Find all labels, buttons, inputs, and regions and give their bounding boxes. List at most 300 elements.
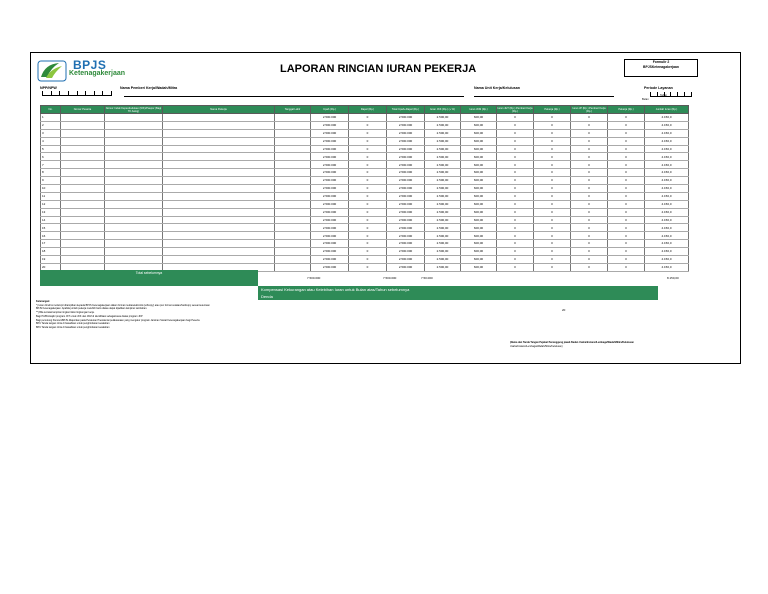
cell-upah: 2.500.000: [311, 263, 349, 271]
cell-jkm: 600,00: [461, 169, 497, 177]
notes-line: *) Iuran dimohon terlampir ditampilkan kepada BPJS Ketenagakerjaan dalam format media/elektronik (softcopy) atau pun format cetakan/hardcopy sesuai ketentuan: [36, 303, 210, 307]
cell-jp-pk: 0: [571, 263, 608, 271]
cell-jp-p: 0: [608, 192, 645, 200]
cell-no: 11: [41, 192, 61, 200]
cell-jumlah: 4.150,0: [645, 129, 689, 137]
cell-jht-pk: 0: [497, 240, 534, 248]
cell-jht-p: 0: [534, 145, 571, 153]
cell-nama: [163, 121, 275, 129]
cell-jkm: 600,00: [461, 137, 497, 145]
cell-nik: [105, 153, 163, 161]
cell-jht-p: 0: [534, 169, 571, 177]
cell-upah: 2.500.000: [311, 240, 349, 248]
cell-jp-pk: 0: [571, 185, 608, 193]
cell-nama: [163, 114, 275, 122]
cell-no: 14: [41, 216, 61, 224]
col-header: No.: [41, 106, 61, 114]
cell-nama: [163, 240, 275, 248]
cell-jp-p: 0: [608, 263, 645, 271]
cell-total: 2.500.000: [387, 121, 425, 129]
cell-nomor: [61, 256, 105, 264]
cell-rapel: 0: [349, 121, 387, 129]
notes-line: Bagi pemotong Pensiun/BPJS dilaporkan pada Peraturan Presidentai pelaksanaan yang mengatur program Jaminan Sosial Ketenagakerjaan bagi Peserta: [36, 318, 200, 322]
cell-jht-p: 0: [534, 177, 571, 185]
cell-nomor: [61, 208, 105, 216]
col-header: Tanggal Lahir: [275, 106, 311, 114]
cell-jht-pk: 0: [497, 114, 534, 122]
form-agency: BPJSKetenagakerjaan: [643, 65, 679, 69]
cell-jht-pk: 0: [497, 121, 534, 129]
cell-upah: 2.500.000: [311, 248, 349, 256]
col-header: Rapel (Rp.): [349, 106, 387, 114]
cell-no: 19: [41, 256, 61, 264]
cell-jht-p: 0: [534, 263, 571, 271]
cell-nik: [105, 114, 163, 122]
table-row: [41, 129, 689, 137]
cell-jkm: 600,00: [461, 153, 497, 161]
cell-jkm: 600,00: [461, 114, 497, 122]
form-number: Formulir 2: [652, 60, 670, 64]
cell-tgl: [275, 177, 311, 185]
notes-line: BPU Tanda tangan mitra di bawahkan untuk penghindaran kesalahan: [36, 325, 110, 329]
cell-rapel: 0: [349, 263, 387, 271]
cell-jkk: 2.500,00: [425, 232, 461, 240]
denda-label: Denda: [261, 294, 273, 299]
col-header: Nama Pekerja: [163, 106, 275, 114]
cell-tgl: [275, 216, 311, 224]
cell-nama: [163, 169, 275, 177]
cell-jkk: 2.500,00: [425, 224, 461, 232]
cell-jp-pk: 0: [571, 153, 608, 161]
cell-jp-pk: 0: [571, 208, 608, 216]
cell-jht-p: 0: [534, 216, 571, 224]
cell-jkm: 600,00: [461, 121, 497, 129]
cell-jp-p: 0: [608, 169, 645, 177]
cell-jp-p: 0: [608, 145, 645, 153]
cell-nomor: [61, 114, 105, 122]
cell-jht-pk: 0: [497, 200, 534, 208]
cell-jp-pk: 0: [571, 256, 608, 264]
cell-jumlah: 4.150,0: [645, 208, 689, 216]
cell-nik: [105, 137, 163, 145]
cell-jp-p: 0: [608, 248, 645, 256]
col-header: Upah (Rp.): [311, 106, 349, 114]
cell-upah: 2.500.000: [311, 256, 349, 264]
col-header: Iuran JHT (Rp.) Pemberi Kerja (Rp.): [497, 106, 533, 113]
cell-jkk: 2.500,00: [425, 263, 461, 271]
cell-tgl: [275, 224, 311, 232]
cell-tgl: [275, 129, 311, 137]
table-row: [41, 137, 689, 145]
cell-nomor: [61, 240, 105, 248]
cell-no: 13: [41, 208, 61, 216]
cell-upah: 2.500.000: [311, 232, 349, 240]
cell-upah: 2.500.000: [311, 161, 349, 169]
cell-jkm: 600,00: [461, 208, 497, 216]
cell-jht-pk: 0: [497, 177, 534, 185]
unit-name-input[interactable]: [474, 96, 614, 97]
cell-total: 2.500.000: [387, 192, 425, 200]
table-row: [41, 161, 689, 169]
cell-jkk: 2.500,00: [425, 153, 461, 161]
table-row: [41, 200, 689, 208]
table-row: [41, 177, 689, 185]
cell-jp-pk: 0: [571, 224, 608, 232]
table-row: [41, 256, 689, 264]
contribution-table: [40, 105, 689, 272]
cell-upah: 2.500.000: [311, 185, 349, 193]
cell-total: 2.500.000: [387, 177, 425, 185]
form-number-box: [624, 59, 698, 77]
cell-tgl: [275, 263, 311, 271]
cell-jumlah: 4.150,0: [645, 232, 689, 240]
cell-jht-pk: 0: [497, 129, 534, 137]
cell-nomor: [61, 200, 105, 208]
cell-nomor: [61, 185, 105, 193]
cell-jumlah: 4.150,0: [645, 145, 689, 153]
employer-name-label: Nama Pemberi Kerja/Wadah/Mitra: [120, 86, 178, 90]
col-header: Pekerja (Rp.): [608, 106, 645, 114]
cell-no: 12: [41, 200, 61, 208]
cell-nomor: [61, 192, 105, 200]
cell-nik: [105, 208, 163, 216]
cell-tgl: [275, 240, 311, 248]
cell-tgl: [275, 185, 311, 193]
table-header-row: [41, 106, 689, 114]
period-year-label: Tahun: [660, 94, 668, 97]
cell-jp-pk: 0: [571, 121, 608, 129]
compensation-label: Kompensasi Kekurangan atau Kelebihan Iuran untuk Bulan atas/Tahun sebelumnya: [261, 287, 410, 292]
cell-nomor: [61, 248, 105, 256]
cell-nama: [163, 145, 275, 153]
cell-jht-p: 0: [534, 192, 571, 200]
cell-jp-p: 0: [608, 232, 645, 240]
cell-jp-pk: 0: [571, 216, 608, 224]
cell-jkm: 600,00: [461, 129, 497, 137]
cell-rapel: 0: [349, 129, 387, 137]
cell-rapel: 0: [349, 208, 387, 216]
cell-nik: [105, 200, 163, 208]
cell-jkm: 600,00: [461, 240, 497, 248]
cell-tgl: [275, 153, 311, 161]
table-row: [41, 224, 689, 232]
cell-total: 2.500.000: [387, 114, 425, 122]
total-previous-bar: [40, 270, 258, 286]
cell-jht-pk: 0: [497, 145, 534, 153]
cell-jkk: 2.500,00: [425, 256, 461, 264]
col-header: Jumlah Iuran (Rp.): [645, 106, 689, 114]
cell-tgl: [275, 248, 311, 256]
cell-jp-pk: 0: [571, 129, 608, 137]
cell-nomor: [61, 161, 105, 169]
cell-tgl: [275, 208, 311, 216]
cell-no: 18: [41, 248, 61, 256]
cell-jumlah: 4.150,0: [645, 248, 689, 256]
cell-nama: [163, 137, 275, 145]
table-row: [41, 232, 689, 240]
cell-tgl: [275, 200, 311, 208]
cell-tgl: [275, 114, 311, 122]
cell-jht-p: 0: [534, 256, 571, 264]
cell-no: 17: [41, 240, 61, 248]
cell-upah: 2.500.000: [311, 114, 349, 122]
cell-jht-p: 0: [534, 232, 571, 240]
employer-name-input[interactable]: [124, 96, 464, 97]
cell-nama: [163, 129, 275, 137]
cell-nama: [163, 185, 275, 193]
cell-jkk: 2.500,00: [425, 129, 461, 137]
cell-jp-pk: 0: [571, 192, 608, 200]
cell-tgl: [275, 161, 311, 169]
notes-block: [36, 300, 496, 330]
total-upah-rapel: 7.500.000: [383, 276, 397, 280]
signature-date: 20: [562, 308, 566, 312]
cell-rapel: 0: [349, 137, 387, 145]
cell-total: 2.500.000: [387, 208, 425, 216]
table-row: [41, 192, 689, 200]
table-row: [41, 185, 689, 193]
cell-upah: 2.500.000: [311, 145, 349, 153]
cell-jumlah: 4.150,0: [645, 121, 689, 129]
cell-jht-pk: 0: [497, 263, 534, 271]
cell-jumlah: 4.150,0: [645, 200, 689, 208]
cell-jht-pk: 0: [497, 161, 534, 169]
cell-jumlah: 4.150,0: [645, 263, 689, 271]
cell-jumlah: 4.150,0: [645, 177, 689, 185]
table-body: [41, 114, 689, 272]
cell-jp-p: 0: [608, 137, 645, 145]
cell-jumlah: 4.150,0: [645, 240, 689, 248]
cell-jumlah: 4.150,0: [645, 153, 689, 161]
cell-nik: [105, 185, 163, 193]
cell-jkk: 2.500,00: [425, 208, 461, 216]
cell-total: 2.500.000: [387, 216, 425, 224]
cell-nama: [163, 248, 275, 256]
cell-jht-p: 0: [534, 240, 571, 248]
col-header: Pekerja (Rp.): [534, 106, 571, 114]
cell-no: 3: [41, 129, 61, 137]
cell-jkk: 2.500,00: [425, 137, 461, 145]
cell-jp-p: 0: [608, 200, 645, 208]
cell-jkm: 600,00: [461, 200, 497, 208]
cell-jkk: 2.500,00: [425, 248, 461, 256]
cell-tgl: [275, 137, 311, 145]
cell-nik: [105, 248, 163, 256]
cell-nik: [105, 121, 163, 129]
cell-nomor: [61, 145, 105, 153]
cell-rapel: 0: [349, 248, 387, 256]
cell-jht-p: 0: [534, 161, 571, 169]
total-jkk: 7.50.000: [421, 276, 433, 280]
cell-rapel: 0: [349, 232, 387, 240]
cell-jht-pk: 0: [497, 224, 534, 232]
cell-jp-p: 0: [608, 256, 645, 264]
cell-jht-p: 0: [534, 208, 571, 216]
cell-nik: [105, 129, 163, 137]
col-header: Total Upah+Rapel (Rp.): [387, 106, 425, 114]
cell-no: 6: [41, 153, 61, 161]
cell-nik: [105, 240, 163, 248]
period-month-label: Bulan: [642, 98, 649, 101]
cell-nomor: [61, 129, 105, 137]
cell-nik: [105, 161, 163, 169]
table-row: [41, 114, 689, 122]
cell-upah: 2.500.000: [311, 208, 349, 216]
notes-line: BPU Tanda tangan mitra di bawahkan untuk penghindaran kesalahan: [36, 322, 110, 326]
cell-nama: [163, 224, 275, 232]
signature-label: (Nama dan Tanda Tangan Pejabat Penanggung jawab Badan Usaha/Instansi/Lembaga/Wadah/Mitra/Kelulusan: [510, 341, 634, 344]
cell-no: 7: [41, 161, 61, 169]
cell-jkm: 600,00: [461, 192, 497, 200]
npp-input[interactable]: [42, 91, 112, 96]
cell-total: 2.500.000: [387, 248, 425, 256]
cell-nama: [163, 177, 275, 185]
cell-jp-pk: 0: [571, 177, 608, 185]
cell-nik: [105, 216, 163, 224]
cell-total: 2.500.000: [387, 185, 425, 193]
table-row: [41, 208, 689, 216]
cell-jumlah: 4.150,0: [645, 224, 689, 232]
cell-jkk: 2.500,00: [425, 200, 461, 208]
cell-jht-pk: 0: [497, 232, 534, 240]
cell-jht-p: 0: [534, 137, 571, 145]
cell-upah: 2.500.000: [311, 129, 349, 137]
cell-jkk: 2.500,00: [425, 161, 461, 169]
cell-jht-pk: 0: [497, 256, 534, 264]
cell-nomor: [61, 216, 105, 224]
table-row: [41, 169, 689, 177]
cell-jp-p: 0: [608, 129, 645, 137]
cell-upah: 2.500.000: [311, 169, 349, 177]
cell-jumlah: 4.150,0: [645, 169, 689, 177]
period-input[interactable]: [650, 92, 692, 97]
table-row: [41, 121, 689, 129]
col-header: Iuran JKM (Rp.): [461, 106, 497, 114]
cell-rapel: 0: [349, 153, 387, 161]
bpjs-logo: [37, 60, 137, 82]
cell-jp-pk: 0: [571, 161, 608, 169]
cell-no: 5: [41, 145, 61, 153]
cell-upah: 2.500.000: [311, 153, 349, 161]
cell-upah: 2.500.000: [311, 137, 349, 145]
cell-no: 20: [41, 263, 61, 271]
cell-no: 10: [41, 185, 61, 193]
cell-jp-p: 0: [608, 224, 645, 232]
cell-no: 8: [41, 169, 61, 177]
cell-nik: [105, 177, 163, 185]
cell-jumlah: 4.150,0: [645, 114, 689, 122]
cell-nomor: [61, 121, 105, 129]
notes-line: **) Bila tercatat lampiran tingkat risiko lingkungan kerja.: [36, 311, 95, 315]
col-header: Iuran JKK (Rp.) (+ %): [425, 106, 461, 114]
cell-jkk: 2.500,00: [425, 192, 461, 200]
cell-nama: [163, 216, 275, 224]
cell-total: 2.500.000: [387, 240, 425, 248]
cell-nik: [105, 192, 163, 200]
cell-rapel: 0: [349, 256, 387, 264]
cell-jht-pk: 0: [497, 153, 534, 161]
cell-nik: [105, 232, 163, 240]
cell-upah: 2.500.000: [311, 192, 349, 200]
cell-total: 2.500.000: [387, 129, 425, 137]
cell-jht-pk: 0: [497, 185, 534, 193]
cell-rapel: 0: [349, 192, 387, 200]
notes-line: Keterangan:: [36, 300, 50, 303]
page-title: LAPORAN RINCIAN IURAN PEKERJA: [280, 63, 477, 75]
cell-jkm: 600,00: [461, 185, 497, 193]
cell-no: 9: [41, 177, 61, 185]
cell-nomor: [61, 232, 105, 240]
col-header: Iuran JP (Rp.) Pemberi Kerja (Rp.): [572, 106, 606, 113]
cell-jht-pk: 0: [497, 248, 534, 256]
brand-name: BPJS: [73, 58, 107, 72]
period-label: Periode Layanan: [644, 86, 673, 90]
cell-total: 2.500.000: [387, 224, 425, 232]
cell-jkm: 600,00: [461, 248, 497, 256]
cell-jumlah: 4.150,0: [645, 137, 689, 145]
cell-nomor: [61, 177, 105, 185]
cell-total: 2.500.000: [387, 145, 425, 153]
cell-nik: [105, 145, 163, 153]
cell-nik: [105, 256, 163, 264]
cell-jht-pk: 0: [497, 169, 534, 177]
cell-jht-p: 0: [534, 114, 571, 122]
cell-jht-p: 0: [534, 129, 571, 137]
notes-line: BPJS Ketenagakerjaan. Apabila jumlah pekerja melebihi baris diatas dapat dijadikan lampiran tambahan.: [36, 307, 148, 311]
cell-jumlah: 4.150,0: [645, 256, 689, 264]
cell-rapel: 0: [349, 161, 387, 169]
cell-upah: 2.500.000: [311, 177, 349, 185]
cell-jht-p: 0: [534, 185, 571, 193]
signature-label-cont: Usaha/Instansi/Lembaga/Wadah/Mitra/Kelulusan): [510, 344, 563, 348]
cell-nama: [163, 232, 275, 240]
cell-upah: 2.500.000: [311, 200, 349, 208]
cell-jp-p: 0: [608, 121, 645, 129]
total-previous-label: Total sebelumnya: [135, 271, 163, 275]
cell-rapel: 0: [349, 177, 387, 185]
cell-jumlah: 4.150,0: [645, 185, 689, 193]
cell-upah: 2.500.000: [311, 224, 349, 232]
cell-total: 2.500.000: [387, 153, 425, 161]
cell-jkm: 600,00: [461, 177, 497, 185]
cell-rapel: 0: [349, 216, 387, 224]
cell-total: 2.500.000: [387, 161, 425, 169]
cell-jkm: 600,00: [461, 256, 497, 264]
cell-jkm: 600,00: [461, 263, 497, 271]
table-row: [41, 240, 689, 248]
cell-no: 2: [41, 121, 61, 129]
cell-no: 16: [41, 232, 61, 240]
npp-label: NPP/NPW: [40, 86, 57, 90]
cell-tgl: [275, 145, 311, 153]
cell-tgl: [275, 256, 311, 264]
cell-jp-pk: 0: [571, 145, 608, 153]
cell-nama: [163, 161, 275, 169]
cell-rapel: 0: [349, 224, 387, 232]
cell-no: 15: [41, 224, 61, 232]
cell-tgl: [275, 121, 311, 129]
cell-jkk: 2.500,00: [425, 114, 461, 122]
denda-bar: [258, 293, 658, 300]
table-row: [41, 216, 689, 224]
cell-rapel: 0: [349, 200, 387, 208]
cell-jht-p: 0: [534, 248, 571, 256]
table-row: [41, 153, 689, 161]
brand-subtitle: Ketenagakerjaan: [69, 70, 126, 77]
cell-total: 2.500.000: [387, 263, 425, 271]
cell-total: 2.500.000: [387, 232, 425, 240]
cell-jkm: 600,00: [461, 224, 497, 232]
